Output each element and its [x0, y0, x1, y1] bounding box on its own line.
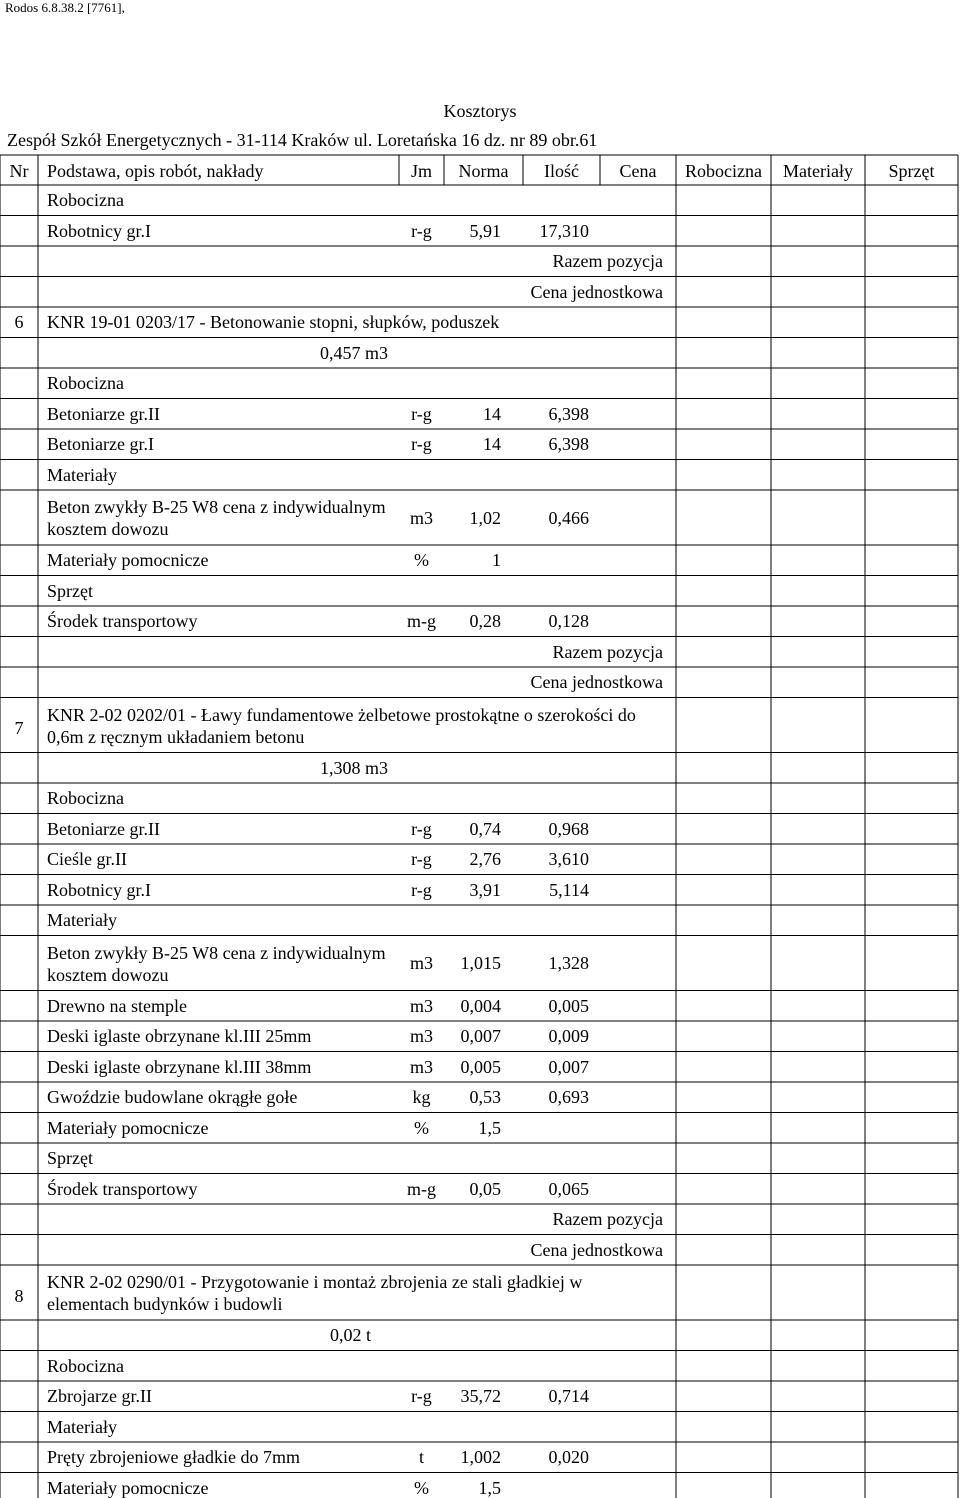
- unit-cell: r-g: [411, 403, 432, 424]
- position-description: KNR 19-01 0203/17 - Betonowanie stopni, słupków, poduszek: [47, 312, 500, 333]
- ilosc-cell: 17,310: [539, 220, 589, 241]
- ilosc-cell: 6,398: [548, 403, 589, 424]
- norma-cell: 35,72: [460, 1386, 501, 1407]
- ilosc-cell: 3,610: [548, 849, 589, 870]
- unit-cell: r-g: [411, 818, 432, 839]
- ilosc-cell: 0,714: [548, 1386, 589, 1407]
- unit-cell: r-g: [411, 1386, 432, 1407]
- norma-cell: 2,76: [469, 849, 501, 870]
- item-description: Deski iglaste obrzynane kl.III 25mm: [47, 1026, 312, 1047]
- cena-jednostkowa-label: Cena jednostkowa: [530, 672, 663, 693]
- col-sprzet-header: Sprzęt: [888, 161, 935, 181]
- item-description: Gwoździe budowlane okrągłe gołe: [47, 1087, 298, 1108]
- norma-cell: 0,007: [460, 1026, 501, 1047]
- section-label: Robocizna: [47, 788, 124, 809]
- col-cena-header: Cena: [619, 161, 657, 181]
- ilosc-cell: 0,128: [548, 611, 589, 632]
- unit-cell: %: [414, 1477, 429, 1498]
- unit-cell: t: [418, 1447, 424, 1468]
- unit-cell: r-g: [411, 434, 432, 455]
- ilosc-cell: 1,328: [548, 953, 589, 973]
- razem-pozycja-label: Razem pozycja: [552, 251, 663, 272]
- norma-cell: 1,015: [460, 953, 501, 973]
- ilosc-cell: 0,968: [548, 818, 589, 839]
- unit-cell: %: [414, 1117, 429, 1138]
- position-description: KNR 2-02 0202/01 - Ławy fundamentowe żelbetowe prostokątne o szerokości do 0,6m z ręcznym układaniem betonu: [47, 704, 636, 747]
- item-description: Pręty zbrojeniowe gładkie do 7mm: [47, 1447, 300, 1468]
- item-description: Zbrojarze gr.II: [47, 1386, 152, 1407]
- unit-cell: r-g: [411, 849, 432, 870]
- norma-cell: 1,5: [478, 1477, 501, 1498]
- position-quantity: 1,308 m3: [320, 757, 389, 778]
- item-description: Betoniarze gr.I: [47, 434, 154, 455]
- cena-jednostkowa-label: Cena jednostkowa: [530, 1239, 663, 1260]
- unit-cell: m-g: [407, 1178, 436, 1199]
- cena-jednostkowa-label: Cena jednostkowa: [530, 281, 663, 302]
- norma-cell: 5,91: [469, 220, 501, 241]
- ilosc-cell: 0,007: [548, 1056, 589, 1077]
- item-description: Drewno na stemple: [47, 995, 187, 1016]
- item-description: Robotnicy gr.I: [47, 879, 151, 900]
- norma-cell: 1,002: [460, 1447, 501, 1468]
- section-label: Robocizna: [47, 373, 124, 394]
- norma-cell: 1,5: [478, 1117, 501, 1138]
- ilosc-cell: 0,693: [548, 1087, 589, 1108]
- col-robocizna-header: Robocizna: [685, 161, 762, 181]
- ilosc-cell: 0,009: [548, 1026, 589, 1047]
- norma-cell: 1,02: [469, 507, 501, 528]
- item-description: Materiały pomocnicze: [47, 550, 209, 571]
- item-description: Deski iglaste obrzynane kl.III 38mm: [47, 1056, 312, 1077]
- document-title: Kosztorys: [443, 101, 517, 121]
- col-materialy-header: Materiały: [783, 161, 853, 181]
- razem-pozycja-label: Razem pozycja: [552, 641, 663, 662]
- ilosc-cell: 0,020: [548, 1447, 589, 1468]
- position-number: 7: [14, 718, 24, 738]
- ilosc-cell: 6,398: [548, 434, 589, 455]
- section-label: Sprzęt: [47, 580, 93, 601]
- item-description: Betoniarze gr.II: [47, 403, 160, 424]
- item-description: Beton zwykły B-25 W8 cena z indywidualnym kosztem dowozu: [47, 942, 386, 985]
- position-number: 6: [14, 312, 24, 333]
- unit-cell: r-g: [411, 220, 432, 241]
- col-nr-header: Nr: [9, 161, 29, 181]
- section-label: Robocizna: [47, 190, 124, 211]
- col-ilosc-header: Ilość: [544, 161, 579, 181]
- col-norma-header: Norma: [458, 161, 509, 181]
- norma-cell: 0,28: [469, 611, 501, 632]
- ilosc-cell: 5,114: [549, 879, 589, 900]
- item-description: Beton zwykły B-25 W8 cena z indywidualnym kosztem dowozu: [47, 497, 386, 539]
- document-subtitle: Zespół Szkół Energetycznych - 31-114 Kraków ul. Loretańska 16 dz. nr 89 obr.61: [7, 130, 598, 150]
- col-desc-header: Podstawa, opis robót, nakłady: [47, 161, 264, 181]
- norma-cell: 14: [483, 434, 501, 455]
- item-description: Środek transportowy: [47, 1178, 198, 1199]
- unit-cell: m3: [409, 953, 433, 973]
- item-description: Środek transportowy: [47, 611, 198, 632]
- position-number: 8: [14, 1285, 24, 1306]
- unit-cell: %: [414, 550, 429, 571]
- unit-cell: m-g: [407, 611, 436, 632]
- ilosc-cell: 0,065: [548, 1178, 589, 1199]
- norma-cell: 0,53: [469, 1087, 501, 1108]
- position-quantity: 0,02 t: [330, 1325, 372, 1346]
- norma-cell: 0,005: [460, 1056, 501, 1077]
- position-quantity: 0,457 m3: [320, 342, 389, 363]
- unit-cell: m3: [409, 995, 433, 1016]
- item-description: Materiały pomocnicze: [47, 1117, 209, 1138]
- norma-cell: 0,05: [469, 1178, 501, 1199]
- unit-cell: m3: [409, 1026, 433, 1047]
- unit-cell: r-g: [411, 879, 432, 900]
- position-description: KNR 2-02 0290/01 - Przygotowanie i montaż zbrojenia ze stali gładkiej w elementach budynków i budowli: [47, 1272, 583, 1314]
- item-description: Cieśle gr.II: [47, 849, 127, 870]
- section-label: Materiały: [47, 910, 117, 931]
- unit-cell: m3: [409, 1056, 433, 1077]
- ilosc-cell: 0,466: [548, 507, 589, 528]
- norma-cell: 0,74: [469, 818, 501, 839]
- app-version-label: Rodos 6.8.38.2 [7761],: [5, 0, 125, 15]
- norma-cell: 3,91: [469, 879, 501, 900]
- item-description: Robotnicy gr.I: [47, 220, 151, 241]
- item-description: Betoniarze gr.II: [47, 818, 160, 839]
- item-description: Materiały pomocnicze: [47, 1477, 209, 1498]
- section-label: Robocizna: [47, 1355, 124, 1376]
- norma-cell: 14: [483, 403, 501, 424]
- unit-cell: m3: [409, 507, 433, 528]
- section-label: Materiały: [47, 1416, 117, 1437]
- section-label: Sprzęt: [47, 1148, 93, 1169]
- razem-pozycja-label: Razem pozycja: [552, 1209, 663, 1230]
- section-label: Materiały: [47, 464, 117, 485]
- unit-cell: kg: [412, 1087, 431, 1108]
- col-jm-header: Jm: [410, 161, 432, 181]
- ilosc-cell: 0,005: [548, 995, 589, 1016]
- norma-cell: 1: [492, 550, 501, 571]
- norma-cell: 0,004: [460, 995, 501, 1016]
